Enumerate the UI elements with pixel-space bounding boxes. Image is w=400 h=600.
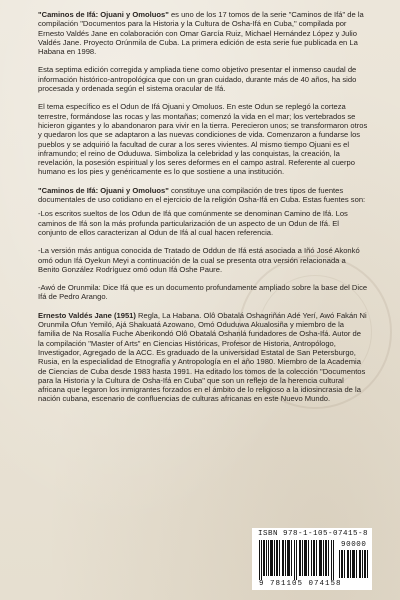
barcode-addon bbox=[339, 550, 369, 578]
price-code: 90000 bbox=[341, 541, 367, 549]
barcode-main bbox=[259, 540, 335, 580]
source-item: -La versión más antigua conocida de Tratado de Oddun de Ifá está asociada a Iñó José Akonkó omó odun Ifá Oyekun Meyi a continuación de la cual se presenta otra versión relacionada a Benito González Rodríguez omó odun Ifá Oshe Paure. bbox=[38, 246, 360, 274]
source-item: -Los escritos sueltos de los Odun de Ifá que comúnmente se denominan Camino de Ifá. Los caminos de Ifá son la más profunda particularización de un aspecto de un Odun de Ifá. El conjunto de ellos caracterizan al Odun de Ifá al cual hacen referencia. bbox=[38, 209, 348, 237]
barcode-digits: 9 781105 074158 bbox=[259, 580, 342, 588]
intro-book-title: "Caminos de Ifá: Ojuani y Omoluos" bbox=[38, 10, 169, 19]
topic-paragraph: El tema específico es el Odun de Ifá Ojuani y Omoluos. En este Odun se replegó la corteza terrestre, formándose las rocas y las montañas; comenzó la vida en el mar; los vertebrados se hicieron gigantes y lo abandonaron para vivir en la tierra. Perecieron unos; se transformaron otros y quedaron los que se adaptaron a las nuevas condiciones de vida. Comenzaron a fundarse los pueblos y se adquirió la facultad de curar a los seres vivientes. Al mismo tiempo Ojuani es el inframundo; el reino de Oduduwa. Simboliza la celebridad y las conquistas, la creación, la revelación, la posesión espiritual y los seres deformes en el campo astral. Referente al cuerpo humano es los pies y genéricamente es lo que sostiene a una institución. bbox=[38, 102, 368, 177]
source-item: -Awó de Orunmila: Dice Ifá que es un documento profundamente ampliado sobre la base del Dice Ifá de Pedro Arango. bbox=[38, 283, 368, 302]
intro-paragraph bbox=[38, 10, 368, 56]
sources-intro-text: constituye una compilación de tres tipos de fuentes documentales de uso cotidiano en el ejercicio de la religión Osha-Ifá en Cuba. Estas fuentes son: bbox=[38, 185, 366, 205]
author-name: Ernesto Valdés Jane (1951) bbox=[38, 310, 136, 320]
sources-intro-paragraph bbox=[38, 186, 368, 205]
isbn-label: ISBN 978-1-105-07415-8 bbox=[258, 530, 369, 538]
author-bio bbox=[38, 311, 368, 404]
author-bio-text: Regla, La Habana. Olô Obatalá Oshagriñán Adé Yerí, Awó Fakán Ni Orunmila Ofun Yemiló, Ajá Shakuatá Azowano, Omó Oduduwa Akualosiña y miembro de la familia de Na Rosalía Fuche Aberikondó Olô Obatalá Oshanlá fundadores de Osha-Ifá. Autor de la compilación "Master of Arts" en Ciencias Históricas, Profesor de Historia, Antropólogo, Investigador, Agregado de la ACC. Es graduado de la universidad Estatal de San Petersburgo, Rusia, en la especialidad de Etnografía y Antropología en el año 1980. Miembro de la Academia de Ciencias de Cuba desde 1983 hasta 1991. Ha editado los tomos de la colección "Documentos para la Historia y la Cultura de Osha-Ifá en Cuba" que son un reflejo de la herencia cultural africana que legaron los inmigrantes forzados en el ámbito de lo religioso a la idiosincrasia de la nación cubana, escenario de confluencias de culturas africanas en este Nuevo Mundo. bbox=[38, 310, 367, 404]
edition-paragraph: Esta septima edición corregida y ampliada tiene como objetivo presentar el inmenso caudal de información histórico-antropológica que con un gran cuidado, durante más de 40 años, ha sido procesada y ordenada según el sistema oracular de Ifá. bbox=[38, 65, 357, 94]
sources-book-title: "Caminos de Ifá: Ojuani y Omoluos" bbox=[38, 185, 169, 195]
intro-text: es uno de los 17 tomos de la serie "Caminos de Ifá" de la compilación "Documentos para la Historia y la Cultura de Osha-Ifá en Cuba," compilada por Ernesto Valdés Jane en colaboración con Omar García Ruiz, Michael Hernández López y Julio Valdés Jane. Proyecto Orúnmila de Cuba. La primera edición de esta serie fue publicada en La Habana en 1998. bbox=[38, 10, 364, 57]
back-cover-text bbox=[38, 10, 368, 413]
